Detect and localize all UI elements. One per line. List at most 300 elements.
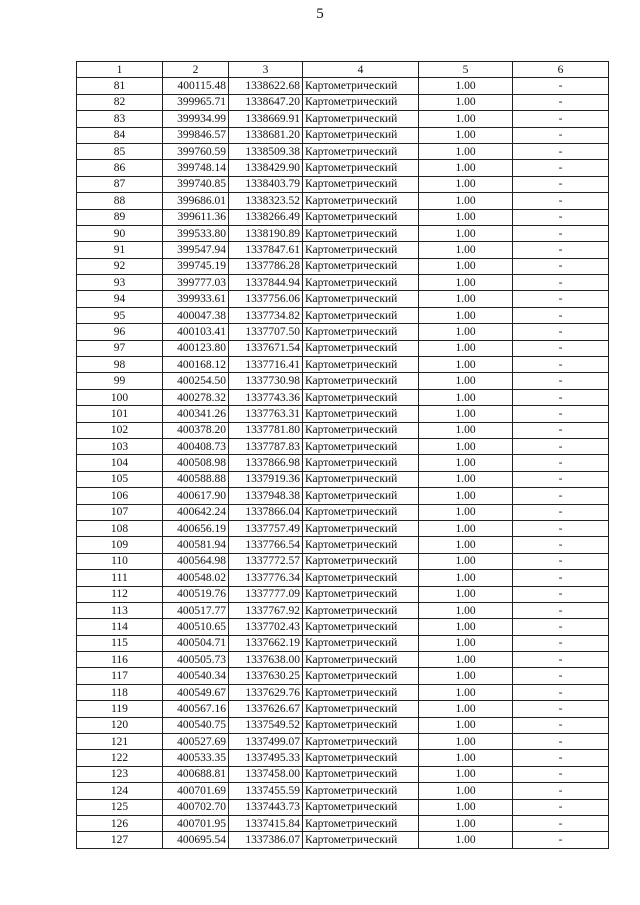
point-number-cell: 83 <box>77 111 163 127</box>
point-number-cell: 118 <box>77 684 163 700</box>
method-cell: Картометрический <box>303 406 419 422</box>
note-cell: - <box>513 176 609 192</box>
x-coordinate-cell: 400701.95 <box>163 815 229 831</box>
y-coordinate-cell: 1337757.49 <box>229 520 303 536</box>
accuracy-cell: 1.00 <box>419 635 513 651</box>
point-number-cell: 105 <box>77 471 163 487</box>
note-cell: - <box>513 225 609 241</box>
point-number-cell: 115 <box>77 635 163 651</box>
x-coordinate-cell: 399934.99 <box>163 111 229 127</box>
method-cell: Картометрический <box>303 193 419 209</box>
point-number-cell: 94 <box>77 291 163 307</box>
note-cell: - <box>513 471 609 487</box>
note-cell: - <box>513 406 609 422</box>
accuracy-cell: 1.00 <box>419 455 513 471</box>
method-cell: Картометрический <box>303 815 419 831</box>
note-cell: - <box>513 520 609 536</box>
note-cell: - <box>513 373 609 389</box>
method-cell: Картометрический <box>303 635 419 651</box>
point-number-cell: 124 <box>77 783 163 799</box>
method-cell: Картометрический <box>303 553 419 569</box>
y-coordinate-cell: 1337866.98 <box>229 455 303 471</box>
page-number: 5 <box>316 6 324 22</box>
accuracy-cell: 1.00 <box>419 619 513 635</box>
x-coordinate-cell: 400581.94 <box>163 537 229 553</box>
table-row <box>77 520 609 536</box>
table-body <box>77 78 609 848</box>
method-cell: Картометрический <box>303 258 419 274</box>
table-row <box>77 471 609 487</box>
y-coordinate-cell: 1338681.20 <box>229 127 303 143</box>
x-coordinate-cell: 400505.73 <box>163 652 229 668</box>
x-coordinate-cell: 400123.80 <box>163 340 229 356</box>
point-number-cell: 116 <box>77 652 163 668</box>
y-coordinate-cell: 1338403.79 <box>229 176 303 192</box>
column-header-3: 3 <box>229 62 303 78</box>
note-cell: - <box>513 586 609 602</box>
method-cell: Картометрический <box>303 668 419 684</box>
accuracy-cell: 1.00 <box>419 111 513 127</box>
table-row <box>77 422 609 438</box>
y-coordinate-cell: 1337844.94 <box>229 275 303 291</box>
accuracy-cell: 1.00 <box>419 750 513 766</box>
note-cell: - <box>513 832 609 848</box>
method-cell: Картометрический <box>303 242 419 258</box>
note-cell: - <box>513 389 609 405</box>
y-coordinate-cell: 1337772.57 <box>229 553 303 569</box>
accuracy-cell: 1.00 <box>419 406 513 422</box>
method-cell: Картометрический <box>303 324 419 340</box>
method-cell: Картометрический <box>303 586 419 602</box>
x-coordinate-cell: 400540.34 <box>163 668 229 684</box>
method-cell: Картометрический <box>303 176 419 192</box>
note-cell: - <box>513 652 609 668</box>
accuracy-cell: 1.00 <box>419 291 513 307</box>
point-number-cell: 87 <box>77 176 163 192</box>
method-cell: Картометрический <box>303 291 419 307</box>
method-cell: Картометрический <box>303 602 419 618</box>
table-row <box>77 340 609 356</box>
x-coordinate-cell: 400548.02 <box>163 570 229 586</box>
point-number-cell: 100 <box>77 389 163 405</box>
y-coordinate-cell: 1337455.59 <box>229 783 303 799</box>
point-number-cell: 125 <box>77 799 163 815</box>
y-coordinate-cell: 1337786.28 <box>229 258 303 274</box>
x-coordinate-cell: 400103.41 <box>163 324 229 340</box>
accuracy-cell: 1.00 <box>419 570 513 586</box>
accuracy-cell: 1.00 <box>419 652 513 668</box>
method-cell: Картометрический <box>303 78 419 94</box>
x-coordinate-cell: 400527.69 <box>163 734 229 750</box>
y-coordinate-cell: 1337707.50 <box>229 324 303 340</box>
y-coordinate-cell: 1338429.90 <box>229 160 303 176</box>
table-row <box>77 717 609 733</box>
table-row <box>77 652 609 668</box>
accuracy-cell: 1.00 <box>419 488 513 504</box>
x-coordinate-cell: 400519.76 <box>163 586 229 602</box>
x-coordinate-cell: 400567.16 <box>163 701 229 717</box>
x-coordinate-cell: 400702.70 <box>163 799 229 815</box>
table-row <box>77 94 609 110</box>
x-coordinate-cell: 400540.75 <box>163 717 229 733</box>
table-row <box>77 750 609 766</box>
table-row <box>77 602 609 618</box>
point-number-cell: 98 <box>77 357 163 373</box>
y-coordinate-cell: 1337702.43 <box>229 619 303 635</box>
accuracy-cell: 1.00 <box>419 242 513 258</box>
method-cell: Картометрический <box>303 750 419 766</box>
method-cell: Картометрический <box>303 619 419 635</box>
method-cell: Картометрический <box>303 422 419 438</box>
y-coordinate-cell: 1337743.36 <box>229 389 303 405</box>
accuracy-cell: 1.00 <box>419 553 513 569</box>
y-coordinate-cell: 1337716.41 <box>229 357 303 373</box>
table-row <box>77 488 609 504</box>
note-cell: - <box>513 602 609 618</box>
accuracy-cell: 1.00 <box>419 176 513 192</box>
point-number-cell: 89 <box>77 209 163 225</box>
x-coordinate-cell: 399686.01 <box>163 193 229 209</box>
x-coordinate-cell: 400115.48 <box>163 78 229 94</box>
x-coordinate-cell: 399748.14 <box>163 160 229 176</box>
x-coordinate-cell: 399933.61 <box>163 291 229 307</box>
x-coordinate-cell: 400642.24 <box>163 504 229 520</box>
y-coordinate-cell: 1338509.38 <box>229 143 303 159</box>
column-header-1: 1 <box>77 62 163 78</box>
y-coordinate-cell: 1337756.06 <box>229 291 303 307</box>
table-row <box>77 684 609 700</box>
y-coordinate-cell: 1337777.09 <box>229 586 303 602</box>
x-coordinate-cell: 400588.88 <box>163 471 229 487</box>
point-number-cell: 106 <box>77 488 163 504</box>
note-cell: - <box>513 750 609 766</box>
accuracy-cell: 1.00 <box>419 160 513 176</box>
note-cell: - <box>513 307 609 323</box>
table-header <box>77 62 609 78</box>
table-row <box>77 766 609 782</box>
y-coordinate-cell: 1337458.00 <box>229 766 303 782</box>
table-row <box>77 275 609 291</box>
accuracy-cell: 1.00 <box>419 602 513 618</box>
accuracy-cell: 1.00 <box>419 258 513 274</box>
y-coordinate-cell: 1337499.07 <box>229 734 303 750</box>
method-cell: Картометрический <box>303 275 419 291</box>
x-coordinate-cell: 399740.85 <box>163 176 229 192</box>
method-cell: Картометрический <box>303 701 419 717</box>
note-cell: - <box>513 570 609 586</box>
table-row <box>77 406 609 422</box>
table-row <box>77 635 609 651</box>
point-number-cell: 97 <box>77 340 163 356</box>
y-coordinate-cell: 1338266.49 <box>229 209 303 225</box>
accuracy-cell: 1.00 <box>419 225 513 241</box>
table-row <box>77 504 609 520</box>
y-coordinate-cell: 1338190.89 <box>229 225 303 241</box>
method-cell: Картометрический <box>303 488 419 504</box>
x-coordinate-cell: 400564.98 <box>163 553 229 569</box>
table-row <box>77 111 609 127</box>
x-coordinate-cell: 399965.71 <box>163 94 229 110</box>
table-row <box>77 78 609 94</box>
accuracy-cell: 1.00 <box>419 422 513 438</box>
note-cell: - <box>513 766 609 782</box>
accuracy-cell: 1.00 <box>419 717 513 733</box>
note-cell: - <box>513 799 609 815</box>
table-row <box>77 815 609 831</box>
point-number-cell: 127 <box>77 832 163 848</box>
accuracy-cell: 1.00 <box>419 701 513 717</box>
method-cell: Картометрический <box>303 225 419 241</box>
point-number-cell: 90 <box>77 225 163 241</box>
y-coordinate-cell: 1338622.68 <box>229 78 303 94</box>
method-cell: Картометрический <box>303 832 419 848</box>
y-coordinate-cell: 1338669.91 <box>229 111 303 127</box>
table-row <box>77 570 609 586</box>
note-cell: - <box>513 193 609 209</box>
point-number-cell: 96 <box>77 324 163 340</box>
accuracy-cell: 1.00 <box>419 275 513 291</box>
method-cell: Картометрический <box>303 471 419 487</box>
table-row <box>77 258 609 274</box>
point-number-cell: 92 <box>77 258 163 274</box>
note-cell: - <box>513 783 609 799</box>
point-number-cell: 123 <box>77 766 163 782</box>
accuracy-cell: 1.00 <box>419 471 513 487</box>
accuracy-cell: 1.00 <box>419 799 513 815</box>
x-coordinate-cell: 400378.20 <box>163 422 229 438</box>
point-number-cell: 113 <box>77 602 163 618</box>
y-coordinate-cell: 1337776.34 <box>229 570 303 586</box>
y-coordinate-cell: 1337763.31 <box>229 406 303 422</box>
x-coordinate-cell: 399777.03 <box>163 275 229 291</box>
x-coordinate-cell: 400508.98 <box>163 455 229 471</box>
note-cell: - <box>513 668 609 684</box>
point-number-cell: 99 <box>77 373 163 389</box>
method-cell: Картометрический <box>303 783 419 799</box>
note-cell: - <box>513 684 609 700</box>
note-cell: - <box>513 619 609 635</box>
table-row <box>77 307 609 323</box>
method-cell: Картометрический <box>303 652 419 668</box>
method-cell: Картометрический <box>303 94 419 110</box>
table-row <box>77 373 609 389</box>
header-row <box>77 62 609 78</box>
method-cell: Картометрический <box>303 734 419 750</box>
method-cell: Картометрический <box>303 127 419 143</box>
y-coordinate-cell: 1337386.07 <box>229 832 303 848</box>
table-row <box>77 242 609 258</box>
note-cell: - <box>513 635 609 651</box>
note-cell: - <box>513 258 609 274</box>
point-number-cell: 86 <box>77 160 163 176</box>
note-cell: - <box>513 275 609 291</box>
y-coordinate-cell: 1337495.33 <box>229 750 303 766</box>
point-number-cell: 95 <box>77 307 163 323</box>
x-coordinate-cell: 400617.90 <box>163 488 229 504</box>
method-cell: Картометрический <box>303 799 419 815</box>
point-number-cell: 107 <box>77 504 163 520</box>
y-coordinate-cell: 1337781.80 <box>229 422 303 438</box>
table-row <box>77 701 609 717</box>
point-number-cell: 82 <box>77 94 163 110</box>
y-coordinate-cell: 1337767.92 <box>229 602 303 618</box>
point-number-cell: 126 <box>77 815 163 831</box>
point-number-cell: 114 <box>77 619 163 635</box>
coordinates-table <box>76 61 609 849</box>
note-cell: - <box>513 422 609 438</box>
note-cell: - <box>513 504 609 520</box>
y-coordinate-cell: 1337919.36 <box>229 471 303 487</box>
accuracy-cell: 1.00 <box>419 340 513 356</box>
method-cell: Картометрический <box>303 143 419 159</box>
x-coordinate-cell: 400549.67 <box>163 684 229 700</box>
method-cell: Картометрический <box>303 438 419 454</box>
method-cell: Картометрический <box>303 684 419 700</box>
y-coordinate-cell: 1337847.61 <box>229 242 303 258</box>
accuracy-cell: 1.00 <box>419 783 513 799</box>
method-cell: Картометрический <box>303 537 419 553</box>
table-row <box>77 553 609 569</box>
table-row <box>77 832 609 848</box>
point-number-cell: 112 <box>77 586 163 602</box>
note-cell: - <box>513 340 609 356</box>
point-number-cell: 101 <box>77 406 163 422</box>
table-row <box>77 209 609 225</box>
accuracy-cell: 1.00 <box>419 520 513 536</box>
x-coordinate-cell: 399611.36 <box>163 209 229 225</box>
table-row <box>77 586 609 602</box>
accuracy-cell: 1.00 <box>419 668 513 684</box>
y-coordinate-cell: 1337638.00 <box>229 652 303 668</box>
note-cell: - <box>513 488 609 504</box>
note-cell: - <box>513 537 609 553</box>
accuracy-cell: 1.00 <box>419 143 513 159</box>
note-cell: - <box>513 815 609 831</box>
table-row <box>77 176 609 192</box>
note-cell: - <box>513 291 609 307</box>
accuracy-cell: 1.00 <box>419 78 513 94</box>
method-cell: Картометрический <box>303 111 419 127</box>
column-header-2: 2 <box>163 62 229 78</box>
method-cell: Картометрический <box>303 766 419 782</box>
note-cell: - <box>513 78 609 94</box>
point-number-cell: 108 <box>77 520 163 536</box>
point-number-cell: 109 <box>77 537 163 553</box>
table-row <box>77 537 609 553</box>
table-row <box>77 389 609 405</box>
accuracy-cell: 1.00 <box>419 373 513 389</box>
point-number-cell: 121 <box>77 734 163 750</box>
x-coordinate-cell: 400168.12 <box>163 357 229 373</box>
y-coordinate-cell: 1337662.19 <box>229 635 303 651</box>
method-cell: Картометрический <box>303 389 419 405</box>
point-number-cell: 102 <box>77 422 163 438</box>
note-cell: - <box>513 455 609 471</box>
accuracy-cell: 1.00 <box>419 684 513 700</box>
accuracy-cell: 1.00 <box>419 832 513 848</box>
accuracy-cell: 1.00 <box>419 94 513 110</box>
point-number-cell: 104 <box>77 455 163 471</box>
accuracy-cell: 1.00 <box>419 127 513 143</box>
x-coordinate-cell: 400341.26 <box>163 406 229 422</box>
x-coordinate-cell: 400278.32 <box>163 389 229 405</box>
x-coordinate-cell: 399846.57 <box>163 127 229 143</box>
point-number-cell: 91 <box>77 242 163 258</box>
y-coordinate-cell: 1337549.52 <box>229 717 303 733</box>
note-cell: - <box>513 553 609 569</box>
x-coordinate-cell: 399760.59 <box>163 143 229 159</box>
x-coordinate-cell: 399547.94 <box>163 242 229 258</box>
table-row <box>77 455 609 471</box>
note-cell: - <box>513 94 609 110</box>
point-number-cell: 84 <box>77 127 163 143</box>
table-row <box>77 619 609 635</box>
point-number-cell: 81 <box>77 78 163 94</box>
point-number-cell: 120 <box>77 717 163 733</box>
y-coordinate-cell: 1337866.04 <box>229 504 303 520</box>
x-coordinate-cell: 399533.80 <box>163 225 229 241</box>
accuracy-cell: 1.00 <box>419 734 513 750</box>
method-cell: Картометрический <box>303 717 419 733</box>
table-row <box>77 668 609 684</box>
note-cell: - <box>513 160 609 176</box>
note-cell: - <box>513 701 609 717</box>
table-row <box>77 160 609 176</box>
table-row <box>77 734 609 750</box>
note-cell: - <box>513 111 609 127</box>
y-coordinate-cell: 1338323.52 <box>229 193 303 209</box>
note-cell: - <box>513 734 609 750</box>
accuracy-cell: 1.00 <box>419 815 513 831</box>
note-cell: - <box>513 242 609 258</box>
method-cell: Картометрический <box>303 520 419 536</box>
point-number-cell: 119 <box>77 701 163 717</box>
accuracy-cell: 1.00 <box>419 537 513 553</box>
x-coordinate-cell: 400517.77 <box>163 602 229 618</box>
y-coordinate-cell: 1337787.83 <box>229 438 303 454</box>
note-cell: - <box>513 438 609 454</box>
table-row <box>77 438 609 454</box>
note-cell: - <box>513 143 609 159</box>
accuracy-cell: 1.00 <box>419 193 513 209</box>
column-header-4: 4 <box>303 62 419 78</box>
table-row <box>77 783 609 799</box>
point-number-cell: 111 <box>77 570 163 586</box>
x-coordinate-cell: 400656.19 <box>163 520 229 536</box>
x-coordinate-cell: 399745.19 <box>163 258 229 274</box>
method-cell: Картометрический <box>303 357 419 373</box>
method-cell: Картометрический <box>303 504 419 520</box>
table-row <box>77 143 609 159</box>
accuracy-cell: 1.00 <box>419 324 513 340</box>
method-cell: Картометрический <box>303 373 419 389</box>
y-coordinate-cell: 1337415.84 <box>229 815 303 831</box>
note-cell: - <box>513 717 609 733</box>
x-coordinate-cell: 400533.35 <box>163 750 229 766</box>
table-row <box>77 357 609 373</box>
accuracy-cell: 1.00 <box>419 389 513 405</box>
y-coordinate-cell: 1337626.67 <box>229 701 303 717</box>
note-cell: - <box>513 209 609 225</box>
accuracy-cell: 1.00 <box>419 586 513 602</box>
point-number-cell: 85 <box>77 143 163 159</box>
table-row <box>77 291 609 307</box>
x-coordinate-cell: 400688.81 <box>163 766 229 782</box>
accuracy-cell: 1.00 <box>419 504 513 520</box>
point-number-cell: 103 <box>77 438 163 454</box>
point-number-cell: 117 <box>77 668 163 684</box>
column-header-6: 6 <box>513 62 609 78</box>
